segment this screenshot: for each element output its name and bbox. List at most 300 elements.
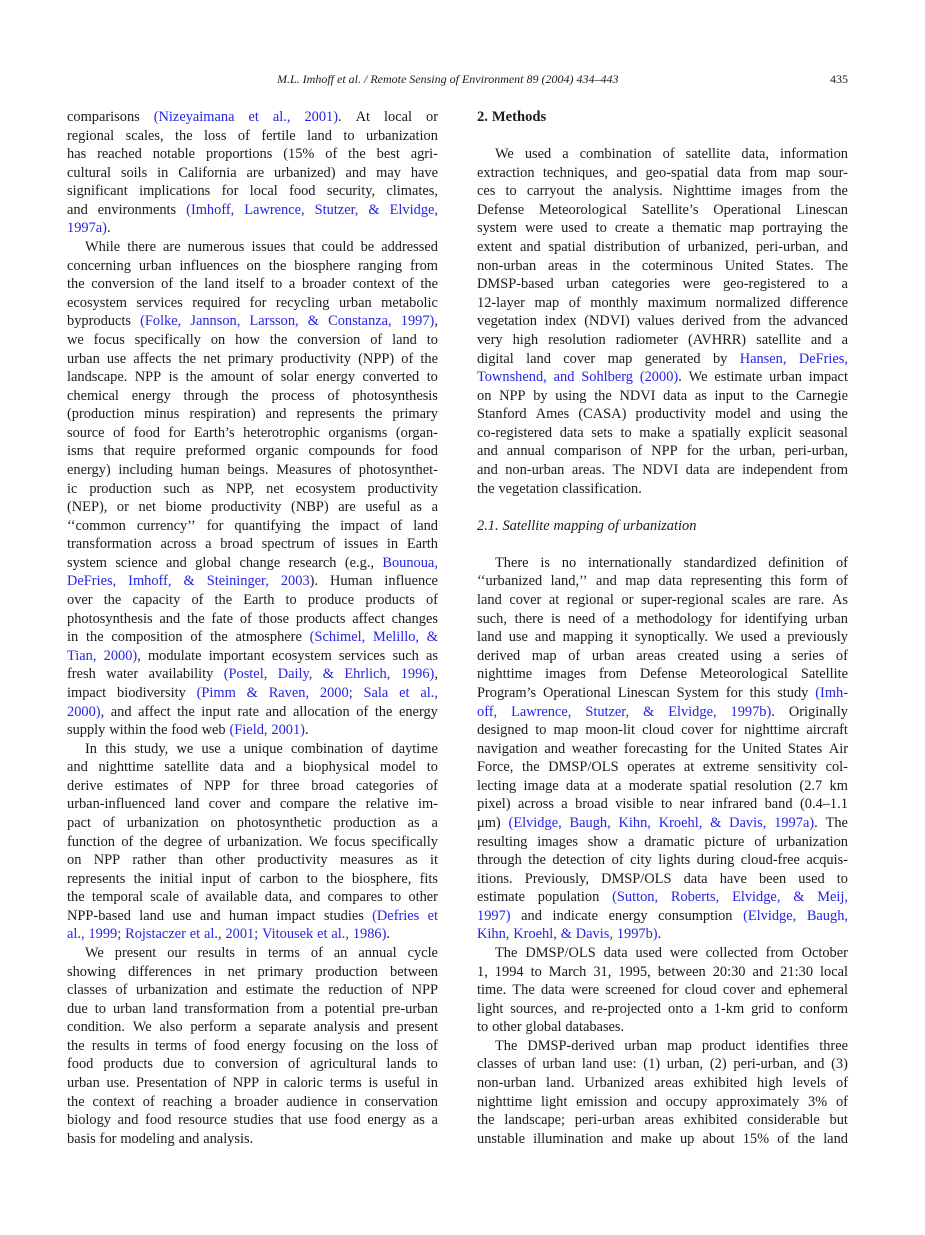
word: [179, 1130, 200, 1149]
text-fragment: urban: [591, 647, 625, 664]
text-fragment: terms: [267, 945, 300, 962]
citation-link[interactable]: Davis,: [575, 926, 613, 943]
word: [777, 1130, 789, 1149]
word: [307, 127, 332, 146]
word: [363, 368, 420, 387]
text-fragment: a: [628, 833, 635, 850]
text-fragment: 1,: [477, 963, 488, 980]
citation-link[interactable]: Lawrence,: [511, 703, 572, 720]
text-fragment: energy: [367, 1112, 407, 1129]
word: [507, 442, 545, 461]
text-fragment: and: [265, 703, 287, 720]
word: [154, 108, 235, 127]
word: [67, 219, 111, 238]
text-fragment: scale: [150, 889, 180, 906]
word: [749, 164, 777, 183]
text-fragment: biology: [67, 1112, 111, 1129]
citation-link[interactable]: et: [248, 109, 259, 125]
word: [103, 1055, 153, 1074]
word: [549, 963, 587, 982]
word: [311, 944, 323, 963]
citation-link[interactable]: Lawrence,: [244, 201, 305, 218]
word: [286, 591, 297, 610]
text-fragment: land: [174, 796, 200, 813]
citation-link[interactable]: 1997b): [616, 926, 658, 943]
citation-link[interactable]: Elvidge,: [732, 889, 781, 906]
citation-link[interactable]: Vitousek: [262, 926, 314, 943]
word: [364, 684, 389, 703]
citation-link[interactable]: &: [560, 926, 572, 943]
text-fragment: issues: [251, 239, 286, 256]
text-fragment: Program’s: [477, 684, 537, 701]
word: [67, 963, 116, 982]
citation-link[interactable]: 1997a): [774, 814, 815, 831]
text-line: [67, 1093, 438, 1112]
text-fragment: and: [110, 703, 132, 720]
text-fragment: have: [719, 870, 747, 887]
citation-link[interactable]: (Field,: [229, 722, 268, 739]
word: [627, 758, 675, 777]
citation-link[interactable]: (Nizeyaimana: [153, 109, 235, 125]
word: [178, 350, 196, 369]
text-fragment: photosynthetic: [236, 814, 322, 831]
text-fragment: three: [819, 1037, 848, 1054]
citation-link[interactable]: 2000): [67, 703, 101, 720]
text-fragment: up: [679, 1130, 695, 1147]
text-fragment: about: [702, 1130, 735, 1147]
text-fragment: the: [179, 276, 198, 293]
text-fragment: climates,: [386, 183, 438, 200]
word: [713, 201, 781, 220]
citation-link[interactable]: DeFries,: [67, 573, 117, 590]
word: [544, 740, 565, 759]
word: [67, 703, 104, 722]
text-fragment: comparisons: [67, 109, 140, 125]
word: [370, 331, 382, 350]
citation-link[interactable]: Elvidge,: [389, 201, 438, 218]
text-fragment: and: [521, 907, 542, 924]
text-fragment: light: [540, 1093, 568, 1110]
word: [612, 275, 670, 294]
word: [713, 350, 727, 369]
citation-link[interactable]: (Pimm: [196, 684, 236, 701]
word: [613, 1055, 636, 1074]
text-fragment: March: [548, 963, 587, 980]
text-fragment: illumination: [533, 1130, 604, 1147]
citation-link[interactable]: Ehrlich,: [344, 666, 391, 683]
citation-link[interactable]: Tian,: [67, 647, 97, 664]
word: [368, 1074, 378, 1093]
citation-link[interactable]: Kihn,: [477, 926, 510, 943]
word: [226, 480, 254, 499]
word: [244, 201, 304, 220]
text-fragment: of: [161, 276, 174, 293]
text-fragment: areas.: [571, 461, 605, 478]
citation-link[interactable]: &: [322, 666, 334, 683]
citation-link[interactable]: et: [189, 926, 201, 943]
text-fragment: band: [764, 796, 793, 813]
citation-link[interactable]: 2001): [304, 109, 339, 125]
word: [704, 833, 744, 852]
citation-link[interactable]: Melillo,: [373, 629, 419, 646]
text-fragment: distribution: [593, 239, 661, 256]
citation-link[interactable]: 1997b): [730, 703, 772, 720]
word: [244, 740, 283, 759]
word: [276, 907, 315, 926]
text-fragment: composition: [111, 629, 183, 646]
text-fragment: biodiversity: [117, 684, 186, 701]
word: [247, 1037, 286, 1056]
citation-link[interactable]: &: [368, 201, 380, 218]
word: [266, 703, 287, 722]
citation-link[interactable]: Hansen,: [739, 350, 787, 367]
citation-link[interactable]: Baugh,: [806, 907, 848, 924]
citation-link[interactable]: (2000): [639, 369, 679, 386]
word: [177, 703, 195, 722]
text-fragment: in: [426, 1075, 438, 1092]
word: [612, 851, 624, 870]
text-fragment: a: [244, 1019, 251, 1036]
text-fragment: urban: [542, 1056, 576, 1073]
word: [353, 275, 395, 294]
citation-link[interactable]: al.,: [67, 926, 85, 943]
citation-link[interactable]: (Imh-: [815, 684, 848, 701]
text-fragment: transformation: [67, 536, 152, 553]
text-fragment: need: [568, 610, 596, 627]
text-fragment: acquis-: [806, 852, 848, 869]
citation-link[interactable]: et: [427, 907, 438, 924]
citation-link[interactable]: Constanza,: [328, 313, 392, 330]
word: [100, 1130, 117, 1149]
word: [204, 963, 215, 982]
citation-link[interactable]: Roberts,: [670, 889, 720, 906]
word: [643, 1055, 660, 1074]
citation-link[interactable]: Davis,: [729, 814, 767, 831]
word: [596, 572, 617, 591]
text-fragment: for: [206, 517, 224, 534]
citation-link[interactable]: &: [426, 629, 438, 646]
text-fragment: source: [67, 424, 105, 441]
text-fragment: derived: [477, 647, 521, 664]
citation-link[interactable]: 1997): [400, 313, 435, 330]
word: [477, 981, 506, 1000]
word: [315, 201, 359, 220]
text-fragment: techniques,: [542, 164, 609, 181]
word: [328, 312, 392, 331]
word: [320, 684, 353, 703]
word: [265, 888, 293, 907]
word: [201, 703, 231, 722]
word: [201, 870, 231, 889]
text-fragment: The: [495, 1037, 518, 1054]
word: [333, 814, 395, 833]
text-fragment: of: [836, 1075, 848, 1092]
citation-link[interactable]: (Defries: [372, 907, 420, 924]
word: [316, 368, 355, 387]
text-fragment: of: [370, 331, 383, 348]
word: [551, 610, 561, 629]
text-fragment: the: [67, 1093, 85, 1110]
text-fragment: the: [612, 257, 630, 274]
word: [658, 572, 682, 591]
text-fragment: designed: [477, 722, 529, 739]
text-fragment: used: [561, 220, 588, 237]
citation-link[interactable]: and: [553, 369, 575, 386]
text-fragment: to: [271, 276, 283, 293]
word: [836, 572, 848, 591]
citation-link[interactable]: et: [399, 684, 410, 701]
word: [582, 1055, 607, 1074]
citation-link[interactable]: (Sutton,: [612, 889, 659, 906]
word: [366, 795, 409, 814]
text-fragment: data: [566, 777, 590, 794]
text-fragment: organic: [255, 443, 299, 460]
citation-link[interactable]: 2000;: [319, 684, 353, 701]
text-fragment: the: [326, 870, 344, 887]
text-fragment: security,: [326, 183, 376, 200]
word: [771, 387, 789, 406]
word: [140, 833, 158, 852]
word: [584, 1074, 644, 1093]
word: [744, 721, 799, 740]
word: [830, 182, 848, 201]
text-fragment: separate: [258, 1019, 306, 1036]
word: [807, 907, 848, 926]
word: [137, 517, 196, 536]
text-fragment: classification.: [562, 480, 642, 497]
word: [310, 628, 366, 647]
text-fragment: urbanization: [365, 127, 438, 144]
citation-link[interactable]: &: [246, 684, 258, 701]
citation-link[interactable]: Bounoua,: [382, 554, 438, 571]
word: [703, 758, 749, 777]
citation-link[interactable]: &: [710, 814, 722, 831]
text-fragment: explicit: [748, 424, 792, 441]
text-fragment: Linescan: [617, 684, 670, 701]
word: [798, 591, 824, 610]
citation-link[interactable]: al.,: [420, 684, 438, 701]
citation-link[interactable]: Raven,: [268, 684, 310, 701]
citation-link[interactable]: 1997a): [67, 220, 107, 237]
citation-link[interactable]: off,: [477, 703, 498, 720]
citation-link[interactable]: 1996): [400, 666, 435, 683]
text-line: [477, 554, 848, 573]
word: [770, 572, 791, 591]
text-fragment: used: [740, 629, 767, 646]
text-fragment: urban: [624, 1037, 658, 1054]
word: [281, 572, 318, 591]
word: [612, 257, 630, 276]
text-fragment: analysis: [313, 1019, 361, 1036]
text-line: [67, 312, 438, 331]
citation-link[interactable]: 1997): [477, 907, 511, 924]
citation-link[interactable]: Kroehl,: [658, 814, 703, 831]
word: [432, 814, 438, 833]
citation-link[interactable]: (Elvidge,: [743, 907, 797, 924]
word: [250, 182, 278, 201]
word: [412, 442, 438, 461]
word: [387, 535, 398, 554]
text-fragment: (NPP): [358, 350, 395, 367]
text-fragment: from: [732, 313, 761, 330]
text-fragment: by: [712, 350, 728, 367]
word: [67, 795, 165, 814]
citation-link[interactable]: (Postel,: [223, 666, 268, 683]
word: [408, 944, 438, 963]
word: [506, 182, 517, 201]
text-fragment: availability: [148, 666, 214, 683]
word: [396, 424, 438, 443]
citation-link[interactable]: Stutzer,: [585, 703, 630, 720]
citation-link[interactable]: 2000): [103, 647, 138, 664]
citation-link[interactable]: Daily,: [277, 666, 313, 683]
word: [67, 331, 84, 350]
text-fragment: (e.g.,: [344, 554, 375, 571]
word: [67, 777, 103, 796]
citation-link[interactable]: &: [643, 703, 655, 720]
text-line: [477, 182, 848, 201]
text-fragment: loss: [204, 127, 227, 144]
text-fragment: map: [553, 722, 579, 739]
text-fragment: loss: [396, 1037, 419, 1054]
text-fragment: map: [531, 647, 557, 664]
citation-link[interactable]: 2001;: [225, 926, 259, 943]
text-fragment: combination: [291, 740, 363, 757]
citation-link[interactable]: Imhoff,: [128, 573, 172, 590]
text-fragment: We: [688, 369, 708, 386]
citation-link[interactable]: Larsson,: [249, 313, 299, 330]
word: [538, 888, 600, 907]
text-fragment: products: [295, 610, 346, 627]
word: [716, 294, 781, 313]
citation-link[interactable]: et: [317, 926, 328, 943]
word: [592, 1000, 662, 1019]
citation-link[interactable]: Jannson,: [190, 313, 241, 330]
citation-link[interactable]: al.,: [204, 926, 222, 943]
text-line: [67, 1111, 438, 1130]
text-fragment: this: [770, 573, 792, 590]
word: [616, 164, 637, 183]
word: [120, 1130, 174, 1149]
citation-link[interactable]: Steininger,: [206, 573, 269, 590]
word: [752, 387, 763, 406]
text-line: [477, 257, 848, 276]
citation-link[interactable]: 2003: [280, 573, 310, 590]
word: [364, 1093, 438, 1112]
text-fragment: to: [530, 963, 542, 980]
word: [293, 703, 350, 722]
text-line: [477, 1093, 848, 1112]
text-fragment: and: [216, 982, 238, 999]
text-fragment: due: [162, 1056, 184, 1073]
word: [418, 795, 438, 814]
citation-link[interactable]: Sohlberg: [581, 369, 633, 386]
text-fragment: of: [425, 777, 438, 794]
text-fragment: preformed: [185, 443, 246, 460]
word: [197, 944, 235, 963]
word: [115, 981, 127, 1000]
text-fragment: is: [550, 610, 561, 627]
citation-link[interactable]: &: [793, 889, 805, 906]
word: [426, 647, 438, 666]
word: [204, 127, 226, 146]
text-line: [477, 721, 848, 740]
text-fragment: primary: [257, 963, 304, 980]
citation-link[interactable]: Stutzer,: [314, 201, 359, 218]
word: [477, 814, 501, 833]
text-fragment: carryout: [526, 183, 575, 200]
citation-link[interactable]: DeFries,: [798, 350, 848, 367]
citation-link[interactable]: 2001): [271, 722, 305, 739]
text-fragment: model: [380, 759, 417, 776]
text-fragment: considerable: [747, 1112, 820, 1129]
citation-link[interactable]: Townshend,: [477, 369, 547, 386]
citation-link[interactable]: (Folke,: [140, 313, 182, 330]
citation-link[interactable]: Baugh,: [569, 814, 611, 831]
word: [477, 350, 514, 369]
text-fragment: DMSP/OLS: [525, 945, 596, 962]
citation-link[interactable]: Kihn,: [618, 814, 651, 831]
word: [526, 1018, 562, 1037]
text-fragment: conversion: [91, 276, 155, 293]
citation-link[interactable]: Sala: [363, 684, 389, 701]
text-fragment: Satellite: [800, 666, 848, 683]
word: [206, 145, 272, 164]
word: [197, 684, 236, 703]
text-fragment: representing: [690, 573, 762, 590]
text-fragment: ecosystem: [271, 647, 332, 664]
text-fragment: of: [401, 350, 414, 367]
text-fragment: for: [168, 424, 186, 441]
citation-link[interactable]: 1986): [352, 926, 387, 943]
word: [716, 1093, 799, 1112]
word: [630, 442, 642, 461]
citation-link[interactable]: &: [183, 573, 195, 590]
citation-link[interactable]: 1999;: [88, 926, 122, 943]
word: [426, 777, 438, 796]
word: [533, 1130, 603, 1149]
citation-link[interactable]: al.,: [331, 926, 349, 943]
citation-link[interactable]: (Elvidge,: [508, 814, 562, 831]
citation-link[interactable]: Meij,: [817, 889, 848, 906]
word: [243, 424, 320, 443]
word: [235, 331, 260, 350]
text-line: [477, 294, 848, 313]
citation-link[interactable]: Elvidge,: [668, 703, 717, 720]
citation-link[interactable]: (Schimel,: [309, 629, 366, 646]
word: [756, 331, 801, 350]
text-fragment: biosphere: [294, 257, 351, 274]
citation-link[interactable]: (Imhoff,: [186, 201, 235, 218]
word: [195, 554, 231, 573]
word: [340, 517, 379, 536]
text-fragment: context: [352, 276, 395, 293]
word: [250, 294, 267, 313]
word: [570, 814, 611, 833]
text-fragment: of: [630, 443, 643, 460]
word: [396, 1018, 438, 1037]
word: [510, 1000, 557, 1019]
citation-link[interactable]: Rojstaczer: [125, 926, 186, 943]
word: [220, 758, 244, 777]
text-fragment: for: [720, 722, 738, 739]
word: [794, 312, 848, 331]
word: [254, 758, 275, 777]
text-fragment: values: [637, 313, 675, 330]
citation-link[interactable]: &: [307, 313, 319, 330]
citation-link[interactable]: Kroehl,: [513, 926, 557, 943]
citation-link[interactable]: al.,: [272, 109, 291, 125]
